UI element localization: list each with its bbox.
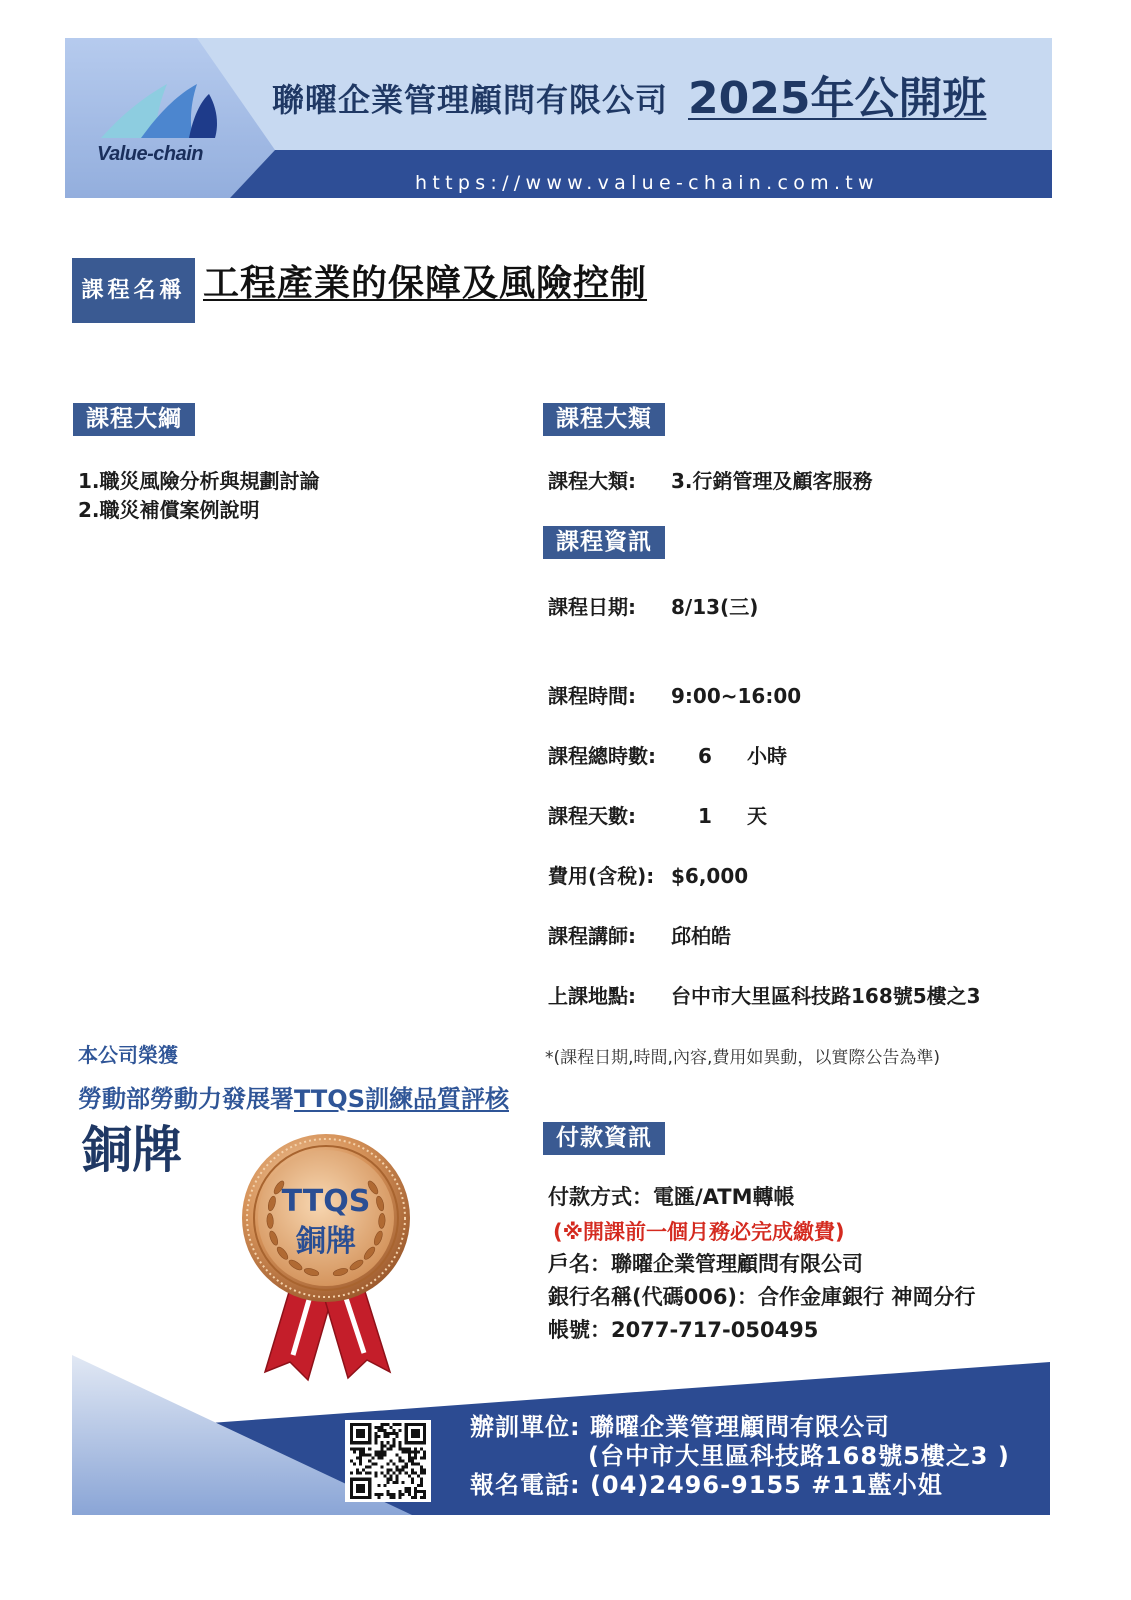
category-heading: 課程大類 — [543, 403, 665, 436]
hours-value: 6 — [698, 744, 712, 768]
award-line — [78, 1084, 509, 1114]
account-name: 戶名：聯曜企業管理顧問有限公司 — [548, 1252, 863, 1276]
value-chain-logo — [95, 78, 220, 170]
logo-text: Value-chain — [97, 143, 204, 165]
payment-method: 付款方式：電匯/ATM轉帳 — [548, 1185, 795, 1209]
location-label: 上課地點: — [548, 984, 636, 1008]
time-label: 課程時間: — [548, 684, 636, 708]
outline-heading: 課程大綱 — [73, 403, 195, 436]
award-evaluation: TTQS訓練品質評核 — [294, 1085, 509, 1113]
logo-mountains-icon — [95, 78, 220, 140]
payment-reminder: (※開課前一個月務必完成繳費) — [553, 1220, 845, 1244]
payment-heading: 付款資訊 — [543, 1122, 665, 1155]
outline-item: 1.職災風險分析與規劃討論 — [78, 469, 320, 493]
bank-name: 銀行名稱(代碼006)：合作金庫銀行 神岡分行 — [548, 1285, 976, 1309]
logo-navy-peak — [189, 94, 217, 138]
category-value: 3.行銷管理及顧客服務 — [671, 469, 873, 493]
footer-organizer: 辦訓單位: 聯曜企業管理顧問有限公司 — [470, 1413, 890, 1441]
award-intro: 本公司榮獲 — [78, 1043, 178, 1067]
award-level: 銅牌 — [82, 1121, 182, 1179]
instructor-label: 課程講師: — [548, 924, 636, 948]
instructor-value: 邱柏皓 — [671, 924, 731, 948]
company-name: 聯曜企業管理顧問有限公司 — [272, 81, 669, 119]
time-value: 9:00~16:00 — [671, 684, 802, 708]
days-value: 1 — [698, 804, 712, 828]
outline-item: 2.職災補償案例說明 — [78, 498, 260, 522]
hours-label: 課程總時數: — [548, 744, 656, 768]
course-name-label: 課程名稱 — [72, 258, 195, 323]
date-value: 8/13(三) — [671, 595, 759, 619]
website-url[interactable]: https://www.value-chain.com.tw — [415, 172, 879, 194]
award-agency: 勞動部勞動力發展署 — [78, 1085, 294, 1113]
qr-code-pattern — [350, 1423, 426, 1499]
ttqs-bronze-medal-icon — [230, 1125, 425, 1390]
page-title: 2025年公開班 — [688, 73, 987, 124]
date-label: 課程日期: — [548, 595, 636, 619]
schedule-change-note: *(課程日期,時間,內容,費用如異動，以實際公告為準) — [545, 1048, 940, 1068]
qr-code — [345, 1420, 431, 1502]
days-unit: 天 — [747, 804, 767, 828]
account-number: 帳號：2077-717-050495 — [548, 1318, 819, 1342]
medal-level: 銅牌 — [296, 1224, 356, 1259]
category-label: 課程大類: — [548, 469, 636, 493]
qr-modules — [350, 1423, 426, 1499]
course-name: 工程產業的保障及風險控制 — [203, 263, 648, 304]
footer-address: (台中市大里區科技路168號5樓之3 ) — [588, 1442, 1010, 1470]
fee-value: $6,000 — [671, 864, 749, 888]
footer-phone: 報名電話: (04)2496-9155 #11藍小姐 — [470, 1471, 943, 1499]
days-label: 課程天數: — [548, 804, 636, 828]
medal-title: TTQS — [281, 1184, 371, 1219]
hours-unit: 小時 — [747, 744, 787, 768]
fee-label: 費用(含稅): — [548, 864, 655, 888]
info-heading: 課程資訊 — [543, 526, 665, 559]
location-value: 台中市大里區科技路168號5樓之3 — [671, 984, 981, 1008]
